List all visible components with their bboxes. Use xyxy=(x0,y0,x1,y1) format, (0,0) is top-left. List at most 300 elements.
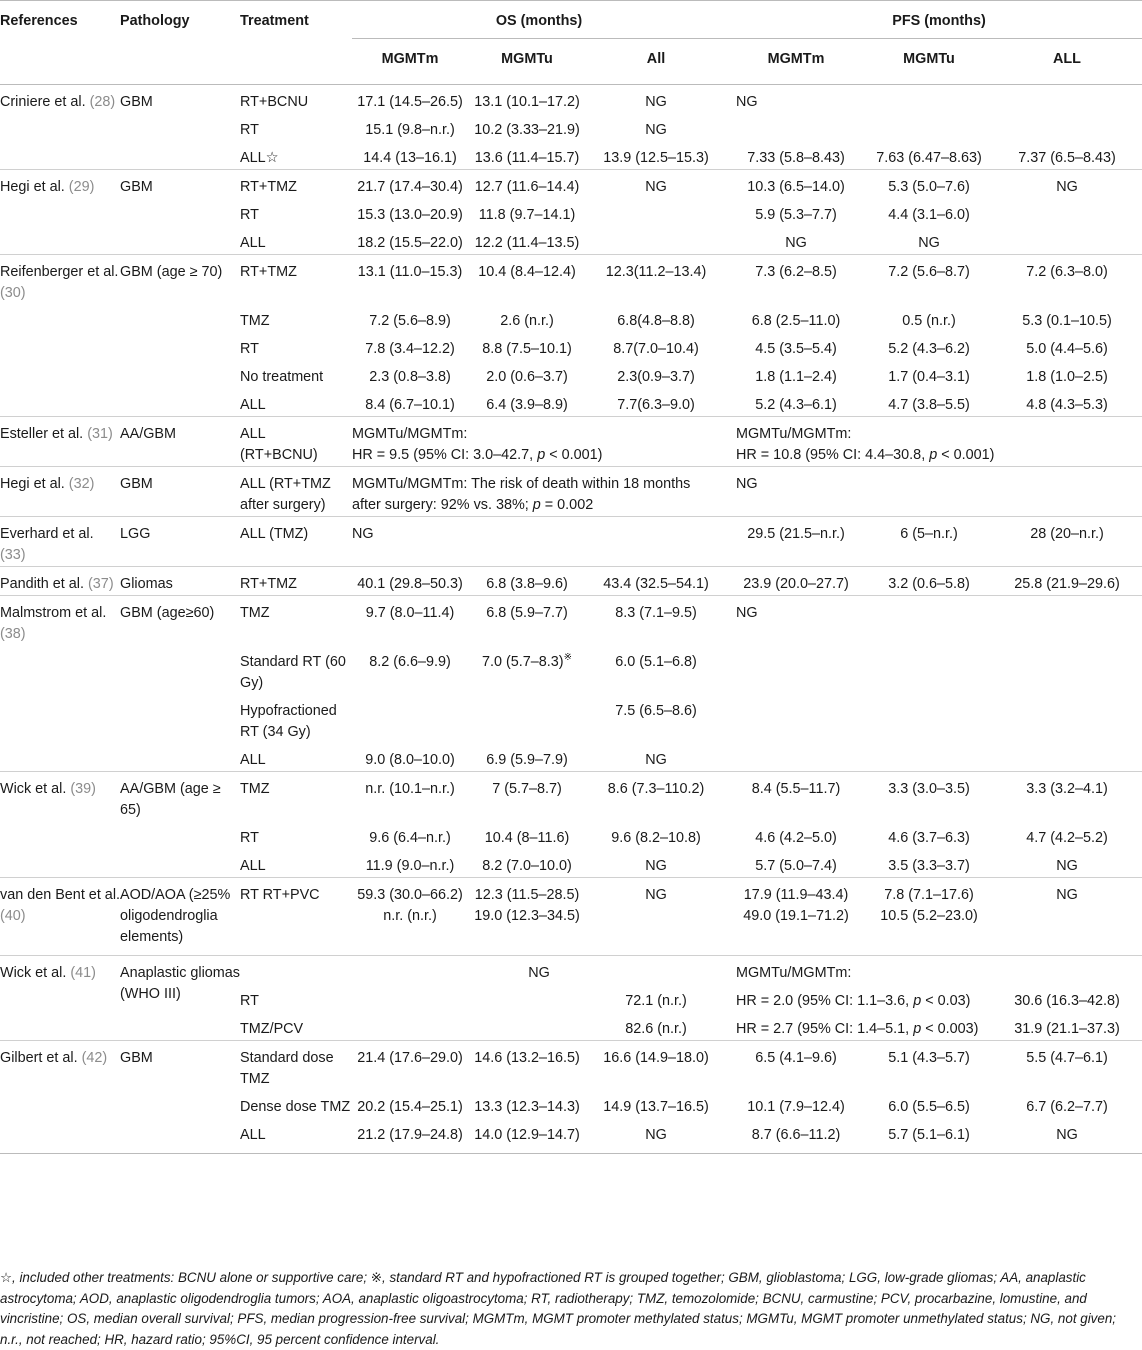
reference-cell xyxy=(0,198,120,226)
os-mgmtu-cell: 8.2 (7.0–10.0) xyxy=(482,858,572,874)
treatment-cell: TMZ/PCV xyxy=(240,1021,304,1037)
treatment-cell: ALL xyxy=(240,752,266,768)
pathology-cell: Gliomas xyxy=(120,567,240,596)
reference-name: Hegi et al. xyxy=(0,476,65,492)
os-mgmtm-cell xyxy=(352,645,468,694)
table-row xyxy=(0,113,1142,141)
citation-link[interactable]: (29) xyxy=(68,179,95,195)
pathology-cell xyxy=(120,304,240,332)
reference-cell xyxy=(0,956,120,1041)
reference-name: Reifenberger et al. xyxy=(0,264,119,280)
pfs-mgmtm-cell: 5.9 (5.3–7.7) xyxy=(755,207,837,223)
treatment-cell: ALL xyxy=(240,858,266,874)
treatment-cell: ALL xyxy=(240,1118,352,1154)
pfs-mgmtu-cell: 5.3 (5.0–7.6) xyxy=(866,170,992,199)
os-all-cell: 8.6 (7.3–110.2) xyxy=(586,772,726,822)
reference-cell xyxy=(0,1041,120,1091)
pfs-all-cell: 28 (20–n.r.) xyxy=(992,517,1142,567)
reference-name: Criniere et al. xyxy=(0,94,86,110)
reference-cell xyxy=(0,467,120,517)
footnote-text-1: , included other treatments: BCNU alone or supportive care; xyxy=(12,1270,371,1285)
os-mgmtu-cell: 12.7 (11.6–14.4) xyxy=(468,170,586,199)
star-symbol: ☆ xyxy=(0,1270,13,1285)
treatment-cell: RT+TMZ xyxy=(240,170,352,199)
header-pfs-mgmtm: MGMTm xyxy=(726,39,866,85)
os-all-cell: 14.9 (13.7–16.5) xyxy=(603,1099,709,1115)
pfs-cell: NG xyxy=(726,467,1142,517)
os-mgmtm-cell: 20.2 (15.4–25.1) xyxy=(357,1099,463,1115)
os-cell: NG xyxy=(352,517,726,567)
citation-link[interactable]: (41) xyxy=(70,965,96,981)
citation-link[interactable]: (33) xyxy=(0,547,26,563)
os-cell: NG xyxy=(352,956,726,985)
table-row xyxy=(0,772,1142,822)
os-all-cell xyxy=(586,226,726,255)
pfs-all-cell xyxy=(992,113,1142,141)
pfs-all-cell: NG xyxy=(992,170,1142,199)
treatment-cell: RT+TMZ xyxy=(240,567,352,596)
treatment-cell: ALL xyxy=(240,235,266,251)
os-mgmtm-cell: 15.3 (13.0–20.9) xyxy=(357,207,463,223)
reference-name: Malmstrom et al. xyxy=(0,605,107,621)
header-pfs-all: ALL xyxy=(992,39,1142,85)
pathology-cell xyxy=(120,360,240,388)
p-value: = 0.002 xyxy=(544,497,594,513)
header-treatment: Treatment xyxy=(240,1,352,39)
pfs-mgmtm-cell: 5.7 (5.0–7.4) xyxy=(755,858,837,874)
pfs-mgmtm-cell: NG xyxy=(785,235,807,251)
pfs-all-cell: 25.8 (21.9–29.6) xyxy=(992,567,1142,596)
treatment-cell: ALL☆ xyxy=(240,150,279,166)
header-pathology: Pathology xyxy=(120,1,240,39)
reference-cell xyxy=(0,85,120,114)
table-row xyxy=(0,821,1142,849)
os-mgmtu-cell: 2.0 (0.6–3.7) xyxy=(486,369,568,385)
table-row xyxy=(0,85,1142,114)
pathology-cell: LGG xyxy=(120,517,240,567)
header-os-mgmtu: MGMTu xyxy=(468,39,586,85)
pathology-cell: GBM (age≥60) xyxy=(120,596,240,646)
pathology-cell: GBM xyxy=(120,170,240,199)
table-row xyxy=(0,304,1142,332)
os-all-cell: 72.1 (n.r.) xyxy=(625,993,687,1009)
citation-link[interactable]: (32) xyxy=(68,476,95,492)
os-all-cell: 12.3(11.2–13.4) xyxy=(586,255,726,305)
reference-cell xyxy=(0,417,120,467)
pathology-cell xyxy=(120,198,240,226)
reference-name: Pandith et al. xyxy=(0,576,85,592)
treatment-cell: TMZ xyxy=(240,313,270,329)
table-row xyxy=(0,255,1142,305)
pfs-mgmtu-cell: 1.7 (0.4–3.1) xyxy=(888,369,970,385)
treatment-cell: Standard RT (60 Gy) xyxy=(240,654,346,691)
citation-link[interactable]: (39) xyxy=(70,781,96,797)
os-mgmtm-cell: 21.7 (17.4–30.4) xyxy=(352,170,468,199)
pfs-all-cell xyxy=(992,198,1142,226)
pfs-label-cell: MGMTu/MGMTm: xyxy=(726,956,1142,985)
pfs-mgmtu-cell: 4.7 (3.8–5.5) xyxy=(888,397,970,413)
os-mgmtu-cell xyxy=(468,878,586,956)
value-text: 7.8 (7.1–17.6) xyxy=(884,887,974,903)
table-row xyxy=(0,849,1142,878)
os-mgmtm-cell: n.r. (10.1–n.r.) xyxy=(352,772,468,822)
os-mgmtu-cell: 8.8 (7.5–10.1) xyxy=(482,341,572,357)
os-mgmtm-cell: 8.4 (6.7–10.1) xyxy=(365,397,455,413)
pfs-mgmtm-cell: 4.5 (3.5–5.4) xyxy=(755,341,837,357)
table-row xyxy=(0,360,1142,388)
reference-name: Esteller et al. xyxy=(0,426,84,442)
treatment-cell: Hypofractioned RT (34 Gy) xyxy=(240,703,337,740)
pfs-all-cell: 5.0 (4.4–5.6) xyxy=(1026,341,1108,357)
pathology-cell xyxy=(120,388,240,417)
os-mgmtm-cell: 21.4 (17.6–29.0) xyxy=(352,1041,468,1091)
table-row xyxy=(0,1041,1142,1091)
pathology-cell xyxy=(120,141,240,170)
os-all-cell xyxy=(586,198,726,226)
pfs-mgmtm-cell: 8.4 (5.5–11.7) xyxy=(726,772,866,822)
os-mgmtm-cell: 9.0 (8.0–10.0) xyxy=(365,752,455,768)
hr-text: HR = 2.0 (95% CI: 1.1–3.6, xyxy=(736,993,910,1009)
pfs-mgmtm-cell xyxy=(726,113,866,141)
pfs-hr-cell xyxy=(726,1012,992,1041)
pfs-all-cell: 5.5 (4.7–6.1) xyxy=(992,1041,1142,1091)
reference-cell xyxy=(0,517,120,567)
pfs-mgmtm-cell: 6.5 (4.1–9.6) xyxy=(726,1041,866,1091)
citation-link[interactable]: (42) xyxy=(81,1050,108,1066)
os-mgmtu-cell: 12.2 (11.4–13.5) xyxy=(474,235,580,251)
table-row xyxy=(0,517,1142,567)
header-os-all: All xyxy=(586,39,726,85)
pfs-mgmtm-cell: 10.3 (6.5–14.0) xyxy=(726,170,866,199)
pfs-cell: NG xyxy=(726,596,1142,646)
pfs-all-cell: 31.9 (21.1–37.3) xyxy=(1014,1021,1120,1037)
pfs-all-cell: 3.3 (3.2–4.1) xyxy=(992,772,1142,822)
reference-mark-symbol: ※ xyxy=(370,1270,382,1285)
reference-cell xyxy=(0,170,120,199)
reference-cell xyxy=(0,567,120,596)
value-text: 49.0 (19.1–71.2) xyxy=(743,908,849,924)
os-mgmtu-cell: 13.6 (11.4–15.7) xyxy=(474,150,580,166)
reference-cell xyxy=(0,226,120,255)
os-all-cell: 8.3 (7.1–9.5) xyxy=(586,596,726,646)
os-mgmtm-cell: 18.2 (15.5–22.0) xyxy=(357,235,463,251)
value-text: 19.0 (12.3–34.5) xyxy=(474,908,580,924)
pfs-mgmtu-cell xyxy=(866,113,992,141)
pathology-cell: AA/GBM xyxy=(120,417,240,467)
hr-label: MGMTu/MGMTm: xyxy=(352,426,468,442)
pfs-mgmtm-cell: 4.6 (4.2–5.0) xyxy=(755,830,837,846)
treatment-cell: TMZ xyxy=(240,596,352,646)
pfs-mgmtu-cell: 3.2 (0.6–5.8) xyxy=(866,567,992,596)
os-mgmtu-cell: 10.4 (8.4–12.4) xyxy=(468,255,586,305)
pfs-mgmtu-cell: 7.2 (5.6–8.7) xyxy=(866,255,992,305)
os-all-cell: 2.3(0.9–3.7) xyxy=(617,369,695,385)
table-row xyxy=(0,332,1142,360)
treatment-cell: RT xyxy=(240,341,259,357)
os-mgmtu-cell: 14.6 (13.2–16.5) xyxy=(468,1041,586,1091)
table-row xyxy=(0,743,1142,772)
os-mgmtm-cell: 9.7 (8.0–11.4) xyxy=(352,596,468,646)
header-pfs: PFS (months) xyxy=(726,1,1142,39)
citation-link[interactable]: (31) xyxy=(87,426,113,442)
pfs-mgmtm-cell: 8.7 (6.6–11.2) xyxy=(726,1118,866,1154)
risk-text: MGMTu/MGMTm: The risk of death within 18 months after surgery: 92% vs. 38%; xyxy=(352,476,691,513)
treatment-cell: RT+TMZ xyxy=(240,255,352,305)
os-mgmtm-cell: 15.1 (9.8–n.r.) xyxy=(365,122,455,138)
pfs-mgmtu-cell: 0.5 (n.r.) xyxy=(902,313,956,329)
os-mgmtu-cell: 6.4 (3.9–8.9) xyxy=(486,397,568,413)
p-value: < 0.001) xyxy=(941,447,995,463)
table-row xyxy=(0,596,1142,646)
hr-text: HR = 2.7 (95% CI: 1.4–5.1, xyxy=(736,1021,910,1037)
pfs-mgmtu-cell xyxy=(866,85,992,114)
table-row xyxy=(0,567,1142,596)
os-mgmtm-cell: 13.1 (11.0–15.3) xyxy=(352,255,468,305)
header-os: OS (months) xyxy=(352,1,726,39)
os-all-cell: 82.6 (n.r.) xyxy=(625,1021,687,1037)
treatment-cell: ALL (RT+TMZ after surgery) xyxy=(240,467,352,517)
reference-name: Wick et al. xyxy=(0,781,67,797)
pfs-mgmtm-cell: 7.3 (6.2–8.5) xyxy=(726,255,866,305)
os-all-cell: NG xyxy=(586,85,726,114)
p-symbol: p xyxy=(913,1021,922,1037)
pathology-cell: GBM xyxy=(120,1041,240,1091)
os-all-cell: NG xyxy=(645,122,667,138)
os-all-cell: NG xyxy=(586,170,726,199)
pfs-all-cell: 6.7 (6.2–7.7) xyxy=(1026,1099,1108,1115)
os-mgmtu-cell: 10.4 (8–11.6) xyxy=(484,830,570,846)
pfs-mgmtm-cell: 10.1 (7.9–12.4) xyxy=(747,1099,845,1115)
reference-name: van den Bent et al. xyxy=(0,887,121,903)
pathology-cell: GBM xyxy=(120,467,240,517)
table-row xyxy=(0,170,1142,199)
p-symbol: p xyxy=(537,447,546,463)
table-row xyxy=(0,226,1142,255)
reference-cell xyxy=(0,772,120,822)
header-pfs-mgmtu: MGMTu xyxy=(866,39,992,85)
os-mgmtm-cell: 9.6 (6.4–n.r.) xyxy=(369,830,451,846)
hr-text: HR = 9.5 (95% CI: 3.0–42.7, xyxy=(352,447,534,463)
footnote-text-2: , standard RT and hypofractioned RT is grouped together; GBM, glioblastoma; LGG, low-grade gliomas; AA, anaplastic astrocytoma; AOD, anaplastic oligodendroglia tumors; AOA, anaplastic oligoastrocytoma; RT, radiotherapy; TMZ, temozolomide; BCNU, carmustine; PCV, procarbazine, lomustine, and vincristine; OS, median overall survival; PFS, median progression-free survival; MGMTm, MGMT promoter methylated status; MGMTu, MGMT promoter unmethylated status; NG, not given; n.r., not reached; HR, hazard ratio; 95%CI, 95 percent confidence interval. xyxy=(0,1270,1116,1347)
pfs-all-cell: 1.8 (1.0–2.5) xyxy=(1026,369,1108,385)
pfs-all-cell: 4.8 (4.3–5.3) xyxy=(1026,397,1108,413)
citation-link[interactable]: (40) xyxy=(0,908,26,924)
value-text: 7.0 (5.7–8.3) xyxy=(482,654,564,670)
treatment-cell: ALL xyxy=(240,397,266,413)
os-mgmtm-cell: 7.8 (3.4–12.2) xyxy=(365,341,455,357)
reference-cell xyxy=(0,255,120,305)
reference-name: Everhard et al. xyxy=(0,526,94,542)
reference-cell xyxy=(0,304,120,332)
pathology-cell xyxy=(120,113,240,141)
pfs-mgmtu-cell: 5.7 (5.1–6.1) xyxy=(866,1118,992,1154)
value-text: n.r. (n.r.) xyxy=(383,908,437,924)
pfs-mgmtm-cell: 1.8 (1.1–2.4) xyxy=(755,369,837,385)
pfs-hr-cell xyxy=(726,417,1142,467)
p-symbol: p xyxy=(532,497,541,513)
pfs-mgmtu-cell: 7.63 (6.47–8.63) xyxy=(876,150,982,166)
value-text: 59.3 (30.0–66.2) xyxy=(357,887,463,903)
table-row xyxy=(0,388,1142,417)
table-row xyxy=(0,198,1142,226)
os-mgmtm-cell: 21.2 (17.9–24.8) xyxy=(352,1118,468,1154)
reference-name: Wick et al. xyxy=(0,965,67,981)
reference-cell xyxy=(0,596,120,646)
pathology-cell xyxy=(120,226,240,255)
table-row xyxy=(0,1118,1142,1154)
p-value: < 0.03) xyxy=(925,993,971,1009)
table-row xyxy=(0,1090,1142,1118)
pathology-cell: AA/GBM (age ≥ 65) xyxy=(120,772,240,822)
os-all-cell: 43.4 (32.5–54.1) xyxy=(586,567,726,596)
pfs-mgmtu-cell: 4.6 (3.7–6.3) xyxy=(888,830,970,846)
reference-cell xyxy=(0,332,120,360)
pathology-cell: Anaplastic gliomas (WHO III) xyxy=(120,956,240,1041)
table-row xyxy=(0,956,1142,985)
os-all-cell: 7.5 (6.5–8.6) xyxy=(615,703,697,719)
citation-link[interactable]: (37) xyxy=(88,576,114,592)
value-text: 12.3 (11.5–28.5) xyxy=(474,887,580,903)
os-mgmtu-cell: 11.8 (9.7–14.1) xyxy=(478,207,576,223)
os-mgmtu-cell: 14.0 (12.9–14.7) xyxy=(468,1118,586,1154)
treatment-cell: RT xyxy=(240,207,259,223)
os-mgmtu-cell: 6.8 (5.9–7.7) xyxy=(468,596,586,646)
treatment-cell: RT xyxy=(240,122,259,138)
os-all-cell: 16.6 (14.9–18.0) xyxy=(586,1041,726,1091)
pfs-all-cell: NG xyxy=(992,878,1142,956)
table-row xyxy=(0,878,1142,956)
pfs-mgmtm-cell: 6.8 (2.5–11.0) xyxy=(751,313,841,329)
pfs-all-cell: 7.37 (6.5–8.43) xyxy=(1018,150,1116,166)
os-all-cell: NG xyxy=(586,878,726,956)
os-all-cell: 6.8(4.8–8.8) xyxy=(617,313,695,329)
treatment-cell: No treatment xyxy=(240,369,324,385)
os-mgmtu-cell: 7 (5.7–8.7) xyxy=(468,772,586,822)
pfs-mgmtu-cell: 6.0 (5.5–6.5) xyxy=(888,1099,970,1115)
reference-name: Hegi et al. xyxy=(0,179,65,195)
os-mgmtu-cell: 6.8 (3.8–9.6) xyxy=(468,567,586,596)
reference-cell xyxy=(0,141,120,170)
pfs-mgmtm-cell xyxy=(726,878,866,956)
os-mgmtu-cell: 10.2 (3.33–21.9) xyxy=(474,122,580,138)
os-all-cell: NG xyxy=(645,858,667,874)
pathology-cell xyxy=(120,332,240,360)
treatment-cell: Dense dose TMZ xyxy=(240,1099,351,1115)
os-mgmtu-cell: 2.6 (n.r.) xyxy=(500,313,554,329)
citation-link[interactable]: (30) xyxy=(0,285,26,301)
header-os-mgmtm: MGMTm xyxy=(352,39,468,85)
table-row xyxy=(0,645,1142,694)
table-footnote xyxy=(0,1268,1142,1350)
treatment-cell: ALL (TMZ) xyxy=(240,517,352,567)
table-row xyxy=(0,417,1142,467)
os-mgmtm-cell: 14.4 (13–16.1) xyxy=(363,150,457,166)
pfs-mgmtm-cell: 5.2 (4.3–6.1) xyxy=(755,397,837,413)
os-all-cell: 8.7(7.0–10.4) xyxy=(613,341,699,357)
value-text: 17.9 (11.9–43.4) xyxy=(743,887,849,903)
pfs-mgmtu-cell xyxy=(866,878,992,956)
pfs-mgmtu-cell: NG xyxy=(918,235,940,251)
citation-link[interactable]: (38) xyxy=(0,626,26,642)
os-mgmtu-cell: 13.1 (10.1–17.2) xyxy=(468,85,586,114)
pfs-mgmtm-cell: NG xyxy=(726,85,866,114)
pathology-cell: GBM xyxy=(120,85,240,114)
reference-name: Gilbert et al. xyxy=(0,1050,78,1066)
treatment-cell: RT xyxy=(240,993,259,1009)
treatment-cell: RT RT+PVC xyxy=(240,878,352,956)
os-mgmtm-cell: 2.3 (0.8–3.8) xyxy=(369,369,451,385)
pfs-mgmtu-cell: 3.5 (3.3–3.7) xyxy=(888,858,970,874)
value-text: 8.2 (6.6–9.9) xyxy=(369,654,451,670)
reference-mark-symbol: ※ xyxy=(563,652,572,664)
os-all-cell: 13.9 (12.5–15.3) xyxy=(603,150,709,166)
pfs-all-cell: 4.7 (4.2–5.2) xyxy=(1026,830,1108,846)
hr-text: HR = 10.8 (95% CI: 4.4–30.8, xyxy=(736,447,926,463)
pfs-all-cell: 5.3 (0.1–10.5) xyxy=(1022,313,1112,329)
table-row xyxy=(0,141,1142,170)
pfs-all-cell: NG xyxy=(992,1118,1142,1154)
pfs-all-cell: 7.2 (6.3–8.0) xyxy=(992,255,1142,305)
os-mgmtu-cell xyxy=(468,645,586,694)
pfs-mgmtu-cell: 4.4 (3.1–6.0) xyxy=(888,207,970,223)
pfs-all-cell xyxy=(992,226,1142,255)
table-row xyxy=(0,467,1142,517)
pfs-all-cell: 30.6 (16.3–42.8) xyxy=(1014,993,1120,1009)
pfs-hr-cell xyxy=(726,984,992,1012)
pfs-mgmtu-cell: 6 (5–n.r.) xyxy=(866,517,992,567)
citation-link[interactable]: (28) xyxy=(89,94,116,110)
p-symbol: p xyxy=(913,993,922,1009)
os-mgmtm-cell: 40.1 (29.8–50.3) xyxy=(352,567,468,596)
os-mgmtm-cell: 11.9 (9.0–n.r.) xyxy=(365,858,455,874)
pfs-mgmtm-cell: 29.5 (21.5–n.r.) xyxy=(726,517,866,567)
table-body xyxy=(0,85,1142,1154)
pfs-mgmtu-cell: 5.1 (4.3–5.7) xyxy=(866,1041,992,1091)
os-mgmtu-cell: 6.9 (5.9–7.9) xyxy=(486,752,568,768)
os-mgmtm-cell: 7.2 (5.6–8.9) xyxy=(369,313,451,329)
os-risk-cell xyxy=(352,467,726,517)
os-mgmtm-cell: 17.1 (14.5–26.5) xyxy=(352,85,468,114)
p-symbol: p xyxy=(929,447,938,463)
pathology-cell: AOD/AOA (≥25% oligodendroglia elements) xyxy=(120,878,240,956)
os-mgmtu-cell: 13.3 (12.3–14.3) xyxy=(474,1099,580,1115)
os-all-cell: 7.7(6.3–9.0) xyxy=(617,397,695,413)
reference-cell xyxy=(0,113,120,141)
reference-cell xyxy=(0,878,120,956)
hr-label: MGMTu/MGMTm: xyxy=(736,426,852,442)
value-text: 10.5 (5.2–23.0) xyxy=(880,908,978,924)
treatment-cell: ALL (RT+BCNU) xyxy=(240,417,352,467)
os-all-cell: 9.6 (8.2–10.8) xyxy=(611,830,701,846)
os-all-cell: NG xyxy=(645,752,667,768)
os-mgmtm-cell xyxy=(352,878,468,956)
pfs-mgmtm-cell: 23.9 (20.0–27.7) xyxy=(726,567,866,596)
treatment-cell: Standard dose TMZ xyxy=(240,1041,352,1091)
os-all-cell: 6.0 (5.1–6.8) xyxy=(615,654,697,670)
treatment-cell: TMZ xyxy=(240,772,352,822)
header-references: References xyxy=(0,1,120,39)
pfs-all-cell: NG xyxy=(1056,858,1078,874)
reference-cell xyxy=(0,360,120,388)
pfs-mgmtu-cell: 5.2 (4.3–6.2) xyxy=(888,341,970,357)
os-all-cell: NG xyxy=(586,1118,726,1154)
treatment-cell: RT xyxy=(240,830,259,846)
pfs-all-cell xyxy=(992,85,1142,114)
treatment-cell: RT+BCNU xyxy=(240,85,352,114)
table-row xyxy=(0,694,1142,743)
reference-cell xyxy=(0,388,120,417)
pfs-mgmtm-cell: 7.33 (5.8–8.43) xyxy=(747,150,845,166)
